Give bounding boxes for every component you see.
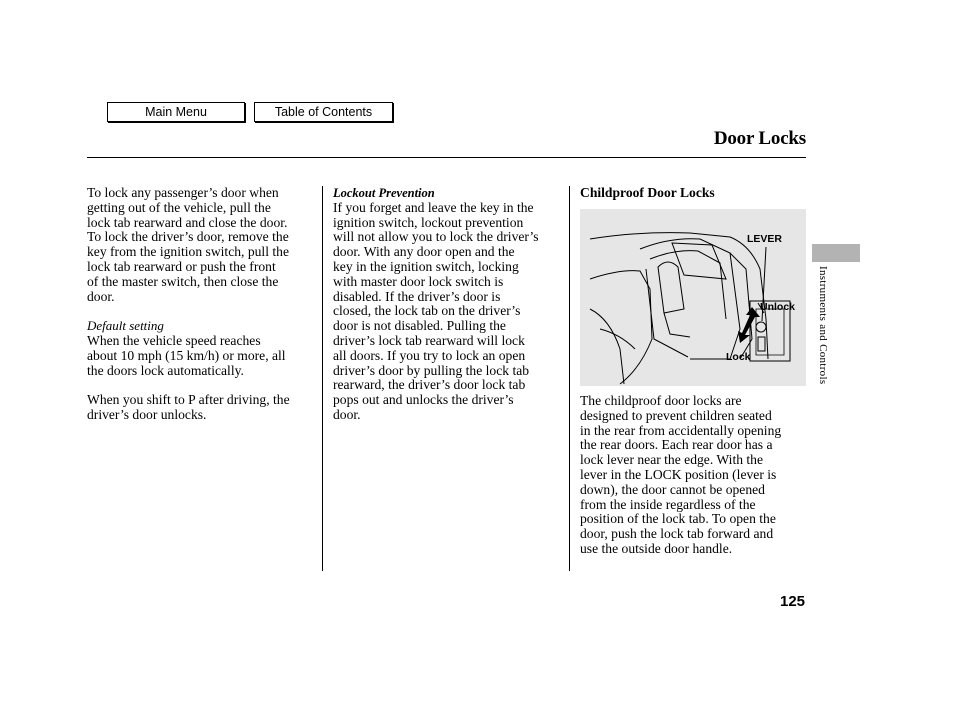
table-of-contents-button[interactable]: Table of Contents [254, 102, 393, 122]
lever-label: LEVER [747, 233, 783, 245]
col1-paragraph-3: When you shift to P after driving, the driver’s door unlocks. [87, 392, 290, 422]
unlock-label: Unlock [760, 301, 796, 313]
column-2 [333, 186, 565, 423]
childproof-door-locks-heading: Childproof Door Locks [580, 185, 715, 200]
column-3-body [580, 394, 806, 557]
default-setting-heading: Default setting [87, 318, 164, 334]
col3-paragraph-1: The childproof door locks are designed to prevent children seated in the rear from accidentally opening the rear doors. Each rear door has a lock lever near the edge. With the lever in the LOCK position (lever is down), the door cannot be opened from the inside regardless of the position of the lock tab. To open the door, push the lock tab forward and use the outside door handle. [580, 393, 782, 556]
childproof-lock-illustration [580, 209, 806, 386]
page-number: 125 [780, 593, 806, 610]
column-1 [87, 186, 319, 423]
page-title: Door Locks [713, 128, 806, 149]
column-divider-1 [322, 186, 323, 571]
col1-paragraph-1: To lock any passenger’s door when getting out of the vehicle, pull the lock tab rearward and close the door. To lock the driver’s door, remove the key from the ignition switch, pull the lock tab rearward or push the front of the master switch, then close the door. [87, 185, 289, 304]
col1-paragraph-2: When the vehicle speed reaches about 10 mph (15 km/h) or more, all the doors lock automatically. [87, 332, 286, 378]
column-divider-2 [569, 186, 570, 571]
column-3-header [580, 186, 806, 201]
section-tab [812, 244, 860, 262]
section-tab-label: Instruments and Controls [817, 266, 829, 385]
lockout-prevention-heading: Lockout Prevention [333, 186, 435, 200]
title-divider [87, 157, 806, 158]
lock-label: Lock [726, 351, 751, 363]
main-menu-button[interactable]: Main Menu [107, 102, 245, 122]
col2-paragraph-1: If you forget and leave the key in the ignition switch, lockout prevention will not allow you to lock the driver’s door. With any door open and the key in the ignition switch, locking with master door lock switch is disabled. If the driver’s door is closed, the lock tab on the driver’s door is not disabled. Pulling the driver’s lock tab rearward will lock all doors. If you try to lock an open driver’s door by pulling the lock tab rearward, the driver’s door lock tab pops out and unlocks the driver’s door. [333, 199, 539, 422]
